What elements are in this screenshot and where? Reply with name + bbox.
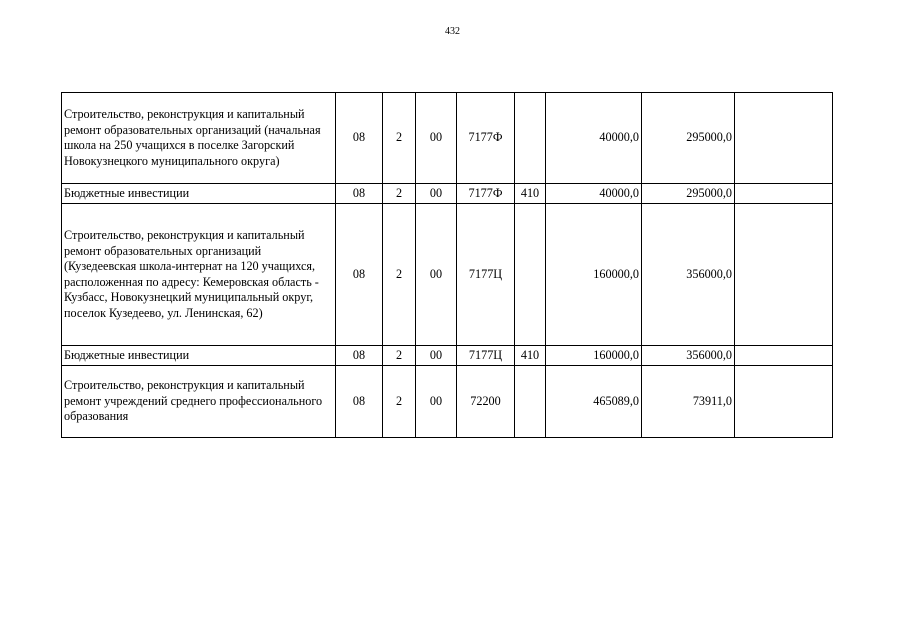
row-name: Строительство, реконструкция и капитальный ремонт учреждений среднего профессионального образования xyxy=(62,366,336,438)
row-amount-2: 356000,0 xyxy=(642,204,735,346)
row-code: 7177Ф xyxy=(457,184,515,204)
row-section: 08 xyxy=(336,366,383,438)
row-amount-3 xyxy=(735,346,833,366)
row-subsection: 2 xyxy=(383,204,416,346)
row-section: 08 xyxy=(336,346,383,366)
budget-table xyxy=(61,92,833,438)
row-section: 08 xyxy=(336,184,383,204)
row-amount-2: 73911,0 xyxy=(642,366,735,438)
row-amount-3 xyxy=(735,184,833,204)
row-subsection: 2 xyxy=(383,93,416,184)
row-code: 7177Ф xyxy=(457,93,515,184)
table-row xyxy=(62,366,833,438)
table-row xyxy=(62,184,833,204)
row-program: 00 xyxy=(416,346,457,366)
row-section: 08 xyxy=(336,93,383,184)
row-expense-type xyxy=(515,93,546,184)
row-amount-1: 40000,0 xyxy=(546,184,642,204)
row-program: 00 xyxy=(416,366,457,438)
row-amount-3 xyxy=(735,366,833,438)
row-amount-1: 160000,0 xyxy=(546,204,642,346)
row-expense-type xyxy=(515,204,546,346)
row-name: Строительство, реконструкция и капитальный ремонт образовательных организаций (Кузедеевская школа-интернат на 120 учащихся, расположенная по адресу: Кемеровская область - Кузбасс, Новокузнецкий муниципальный округ, поселок Кузедеево, ул. Ленинская, 62) xyxy=(62,204,336,346)
row-program: 00 xyxy=(416,93,457,184)
row-amount-3 xyxy=(735,204,833,346)
row-amount-3 xyxy=(735,93,833,184)
row-name: Бюджетные инвестиции xyxy=(62,184,336,204)
row-subsection: 2 xyxy=(383,184,416,204)
row-code: 72200 xyxy=(457,366,515,438)
row-subsection: 2 xyxy=(383,366,416,438)
row-name: Строительство, реконструкция и капитальный ремонт образовательных организаций (начальная школа на 250 учащихся в поселке Загорский Новокузнецкого муниципального округа) xyxy=(62,93,336,184)
row-amount-1: 465089,0 xyxy=(546,366,642,438)
table-row xyxy=(62,93,833,184)
row-expense-type xyxy=(515,366,546,438)
row-program: 00 xyxy=(416,184,457,204)
row-amount-2: 295000,0 xyxy=(642,184,735,204)
row-expense-type: 410 xyxy=(515,184,546,204)
table-row xyxy=(62,204,833,346)
row-subsection: 2 xyxy=(383,346,416,366)
row-amount-2: 295000,0 xyxy=(642,93,735,184)
row-name: Бюджетные инвестиции xyxy=(62,346,336,366)
row-section: 08 xyxy=(336,204,383,346)
page-number: 432 xyxy=(445,26,460,37)
row-code: 7177Ц xyxy=(457,204,515,346)
row-code: 7177Ц xyxy=(457,346,515,366)
row-amount-1: 160000,0 xyxy=(546,346,642,366)
table-row xyxy=(62,346,833,366)
row-expense-type: 410 xyxy=(515,346,546,366)
row-amount-2: 356000,0 xyxy=(642,346,735,366)
row-program: 00 xyxy=(416,204,457,346)
row-amount-1: 40000,0 xyxy=(546,93,642,184)
